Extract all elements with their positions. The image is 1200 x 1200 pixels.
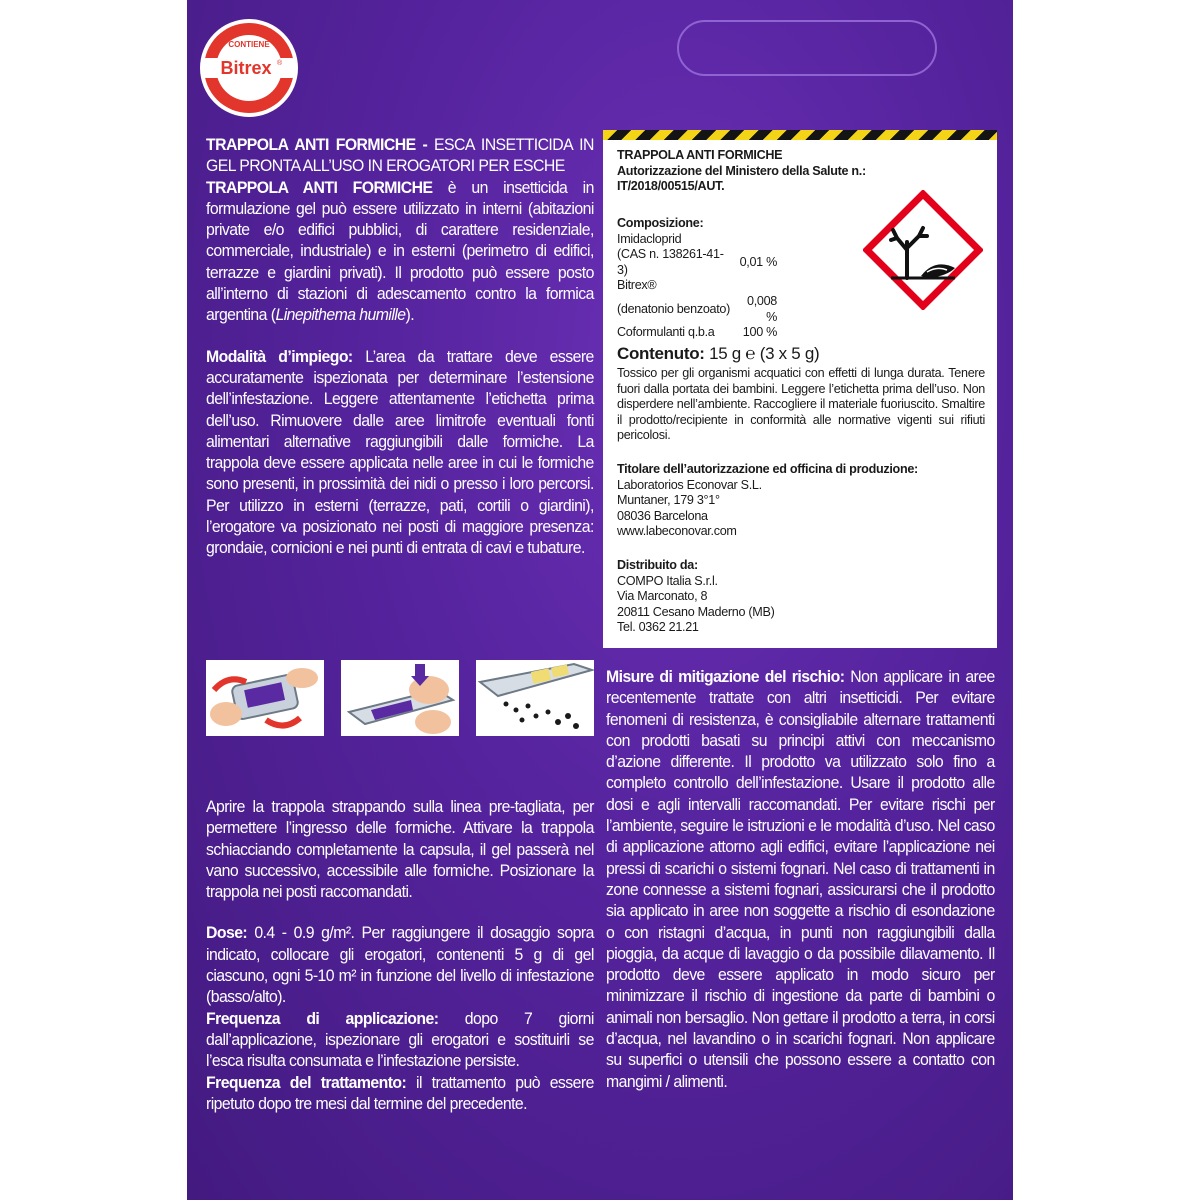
badge-top-text: CONTIENE: [228, 40, 270, 49]
treatment-frequency-label: Frequenza del trattamento:: [206, 1072, 407, 1092]
instructions-paragraph: Aprire la trappola strappando sulla linea pre-tagliata, per permettere l’ingresso delle formiche. Attivare la trappola schiacciando completamente la capsula, il gel passerà nel vano successivo, accessibile alle formiche. Posizionare la trappola nei posti raccomandati.: [206, 797, 594, 902]
dose-text: 0.4 - 0.9 g/m². Per raggiungere il dosaggio sopra indicato, collocare gli erogatori, contenenti 5 g di gel ciascuno, ogni 5-10 m² in funzione del livello di infestazione (basso/alto).: [206, 923, 594, 1007]
usage-paragraph: [206, 346, 594, 559]
composition-label: Composizione:: [617, 216, 704, 230]
treatment-frequency: Frequenza del trattamento: il trattamento può essere ripetuto dopo tre mesi dal termine del precedente.: [206, 1072, 594, 1113]
composition-row: Coformulanti q.b.a 100 %: [617, 325, 777, 340]
intro-title-2: TRAPPOLA ANTI FORMICHE: [206, 177, 433, 197]
label-info-box: [603, 130, 997, 648]
intro-body: è un insetticida in formulazione gel può essere utilizzato in interni (abitazioni private e/o edifici pubblici, di carattere residenziale, commerciale, industriale) e in esterni (perimetro di edifici, terrazze e giardini privati). Il prodotto può essere posto all’interno di stazioni di adescamento contro la formica argentina (: [206, 177, 594, 325]
composition-row: (CAS n. 138261-41-3) 0,01 %: [617, 247, 777, 277]
badge-reg-mark: ®: [277, 60, 283, 67]
warning-stripes: [603, 130, 997, 140]
intro-paragraph: TRAPPOLA ANTI FORMICHE - ESCA INSETTICIDA IN GEL PRONTA ALL’USO IN EROGATORI PER ESCHE TRAPPOLA ANTI FORMICHE è un insetticida in formulazione gel può essere utilizzato in interni (abitazioni private e/o edifici pubblici, di carattere residenziale, commerciale, industriale) e in esterni (perimetro di edifici, terrazze e giardini privati). Il prodotto può essere posto all’interno di stazioni di adescamento contro la formica argentina (Linepithema humille).: [206, 135, 594, 325]
holder-label: Titolare dell’autorizzazione ed officina di produzione:: [617, 462, 918, 476]
composition-table: [617, 232, 777, 341]
composition-block: [617, 216, 857, 365]
intro-title-1-rest: ESCA INSETTICIDA IN GEL PRONTA ALL’USO IN EROGATORI PER ESCHE: [206, 135, 594, 176]
risk-mitigation-paragraph: [606, 666, 995, 1092]
bitrex-badge-icon: [199, 18, 299, 118]
left-column-upper: [206, 134, 594, 579]
badge-brand: Bitrex: [220, 58, 272, 78]
distributor: Distribuito da: COMPO Italia S.r.l. Via Marconato, 8 20811 Cesano Maderno (MB) Tel. 0362 21.21: [617, 558, 775, 635]
usage-text: L’area da trattare deve essere accuratamente ispezionata per determinare l’estensione dell’infestazione. Leggere attentamente l’etichetta prima dell’uso. Rimuovere dalle aree limitrofe eventuali fonti alimentari alternative raggiungibili dalle formiche. La trappola deve essere applicata nelle aree in cui le formiche sono presenti, in prossimità dei nidi o presso i loro percorsi. Per utilizzo in esterni (terrazze, pati, cortili o giardini), l’erogatore va posizionato nei posti di maggiore presenza: grondaie, cornicioni e nei punti di entrata di cavi e tubature.: [206, 346, 594, 558]
environment-hazard-icon: [863, 190, 983, 310]
dose-label: Dose:: [206, 923, 248, 943]
info-header: [617, 148, 867, 195]
intro-title-1: TRAPPOLA ANTI FORMICHE -: [206, 135, 428, 154]
composition-row: Bitrex®: [617, 278, 657, 293]
content-value: 15 g ℮ (3 x 5 g): [709, 343, 820, 363]
risk-mitigation-label: Misure di mitigazione del rischio:: [606, 667, 845, 686]
dose-section: [206, 922, 594, 1114]
hang-hole: [677, 20, 937, 76]
content-line: [617, 343, 857, 365]
application-frequency: Frequenza di applicazione: dopo 7 giorni dall’applicazione, ispezionare gli erogatori e sostituirli se l’esca risulta consumata e l’infestazione persiste.: [206, 1008, 594, 1071]
risk-mitigation-text: Non applicare in aree recentemente trattate con altri insetticidi. Per evitare fenomeni di resistenza, è consigliabile alternare trattamenti con prodotti basati su principi attivi con meccanismo d’azione differente. Il prodotto va utilizzato solo fino a completo controllo dell’infestazione. Usare il prodotto alle dosi e agli intervalli raccomandati. Per evitare rischi per l’ambiente, seguire le istruzioni e le modalità d’uso. Nel caso di applicazione attorno agli edifici, evitare l’applicazione nei pressi di scarichi o sistemi fognari. Nel caso di trattamenti in zone connesse a sistemi fognari, assicurarsi che il prodotto sia applicato in aree non soggette a rischio di esondazione o con ristagni d’acqua, in punti non raggiungibili dalla pioggia, da acque di lavaggio o da possibile dilavamento. Il prodotto deve essere applicato in modo sicuro per minimizzare il rischio di ingestione da parte di bambini o animali non bersaglio. Non gettare il prodotto a terra, in corsi d’acqua, nel lavandino o in scarichi fognari. Non applicare su superfici o utensili che possono essere a contatto con mangimi / alimenti.: [606, 667, 995, 1091]
content-label: Contenuto:: [617, 343, 705, 363]
open-trap-step-icon: [206, 660, 324, 736]
right-column: [606, 666, 995, 1112]
dose-paragraph: [206, 922, 594, 1007]
usage-label: Modalità d’impiego:: [206, 346, 353, 366]
composition-row: Imidacloprid: [617, 231, 682, 246]
species-name: Linepithema humille: [275, 305, 406, 325]
application-frequency-label: Frequenza di applicazione:: [206, 1008, 439, 1028]
distributor-label: Distribuito da:: [617, 558, 698, 572]
authorization-holder: Titolare dell’autorizzazione ed officina di produzione: Laboratorios Econovar S.L. Muntaner, 179 3°1° 08036 Barcelona www.labeconovar.com: [617, 462, 918, 539]
activate-capsule-step-icon: [341, 660, 459, 736]
ants-feeding-step-icon: [476, 660, 594, 736]
composition-row: (denatonio benzoato) 0,008 %: [617, 293, 777, 324]
hazard-statement: Tossico per gli organismi acquatici con effetti di lunga durata. Tenere fuori dalla portata dei bambini. Leggere l’etichetta prima dell’uso. Non disperdere nell’ambiente. Raccogliere il materiale fuoriuscito. Smaltire il prodotto/recipiente in conformità alle normative vigenti sui rifiuti pericolosi.: [617, 366, 985, 443]
info-title: TRAPPOLA ANTI FORMICHE: [617, 148, 783, 162]
authorization-number: Autorizzazione del Ministero della Salute n.: IT/2018/00515/AUT.: [617, 163, 866, 194]
left-column-lower: [206, 796, 594, 1114]
usage-steps: [206, 660, 596, 736]
